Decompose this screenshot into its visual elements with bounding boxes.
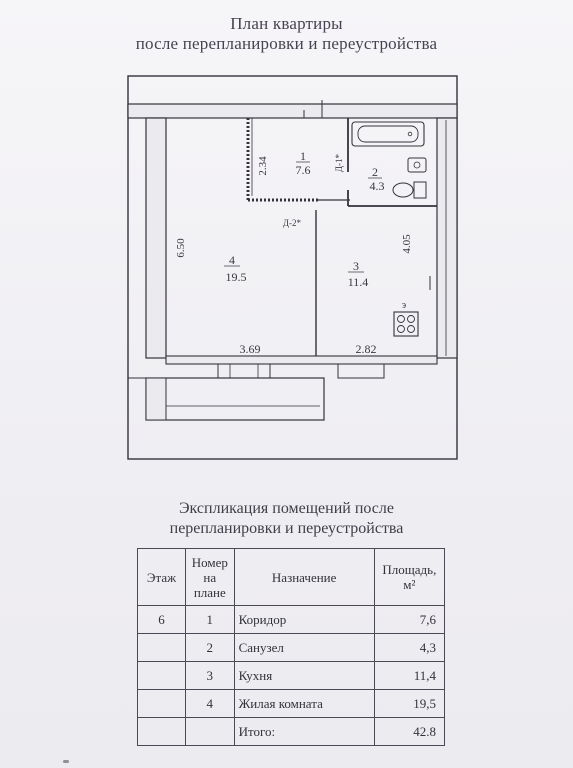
window-kitchen [338, 364, 384, 378]
plan-subtitle: после перепланировки и переустройства [135, 34, 438, 53]
dim-2-34: 2.34 [257, 156, 269, 176]
cell-purpose: Санузел [234, 634, 374, 662]
balcony [146, 378, 324, 420]
explication-table [137, 548, 445, 746]
cell-area: 7,6 [374, 606, 444, 634]
dim-3-69: 3.69 [239, 342, 261, 356]
wall-right [437, 118, 457, 358]
room-3-area: 11.4 [347, 275, 369, 289]
room-1-area: 7.6 [295, 163, 311, 177]
cell-floor [138, 662, 186, 690]
cell-purpose: Коридор [234, 606, 374, 634]
cell-area: 4,3 [374, 634, 444, 662]
table-row [138, 634, 445, 662]
plan-title: План квартиры [230, 14, 343, 33]
cell-floor [138, 690, 186, 718]
total-area: 42.8 [374, 718, 444, 746]
room-4-area: 19.5 [225, 270, 247, 284]
door-label-d2: Д-2* [282, 218, 302, 228]
door-label-d1: Д-1* [334, 153, 344, 173]
stove [394, 312, 418, 336]
plan-frame [128, 76, 457, 459]
wall-top [128, 104, 457, 118]
cell-floor [138, 718, 186, 746]
explication-subtitle: перепланировки и переустройства [169, 520, 404, 537]
cell-number: 1 [185, 606, 234, 634]
header-area: Площадь, м² [374, 549, 444, 606]
dim-2-82: 2.82 [355, 342, 377, 356]
cell-number: 4 [185, 690, 234, 718]
cell-area: 19,5 [374, 690, 444, 718]
table-row [138, 662, 445, 690]
sink [408, 158, 426, 172]
room-3-number: 3 [353, 259, 359, 273]
room-4-number: 4 [229, 253, 235, 267]
cell-number: 2 [185, 634, 234, 662]
toilet [414, 182, 426, 198]
table-row [138, 690, 445, 718]
table-total-row [138, 718, 445, 746]
wall-bottom [166, 356, 437, 364]
room-2-area: 4.3 [369, 179, 385, 193]
dim-4-05: 4.05 [401, 234, 413, 254]
cell-number: 3 [185, 662, 234, 690]
total-label: Итого: [234, 718, 374, 746]
scan-speck [63, 760, 69, 763]
cell-number [185, 718, 234, 746]
cell-floor: 6 [138, 606, 186, 634]
header-purpose: Назначение [234, 549, 374, 606]
header-number: Номер на плане [185, 549, 234, 606]
room-2-number: 2 [372, 165, 378, 179]
cell-floor [138, 634, 186, 662]
table-header-row [138, 549, 445, 606]
cell-purpose: Кухня [234, 662, 374, 690]
table-row [138, 606, 445, 634]
wall-left [146, 118, 166, 358]
room-1-number: 1 [300, 149, 306, 163]
cell-area: 11,4 [374, 662, 444, 690]
cell-purpose: Жилая комната [234, 690, 374, 718]
stove-label: э [401, 300, 407, 311]
explication-title: Экспликация помещений после [178, 500, 394, 517]
window-room [218, 364, 270, 378]
dim-6-50: 6.50 [175, 238, 187, 258]
header-floor: Этаж [138, 549, 186, 606]
